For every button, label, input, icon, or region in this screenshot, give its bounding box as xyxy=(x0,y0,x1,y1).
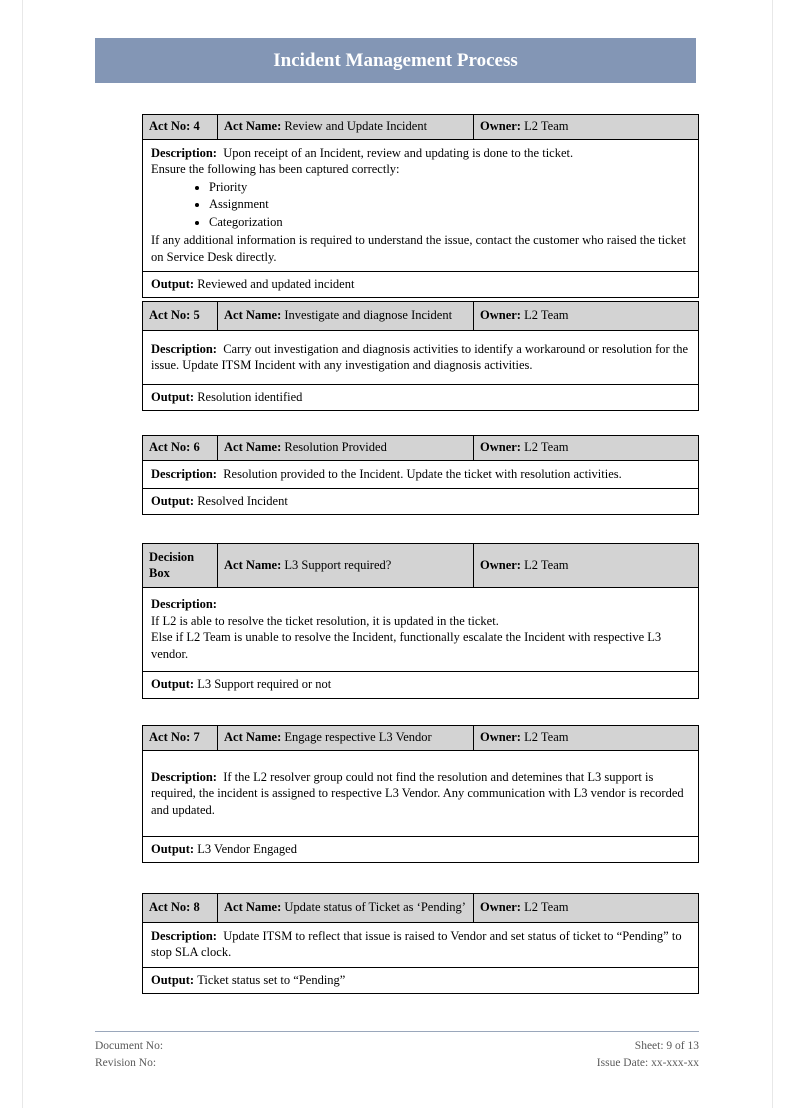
list-item: • Assignment xyxy=(209,196,690,214)
act-no-cell xyxy=(143,302,218,330)
footer-left xyxy=(95,1038,163,1071)
document-no-label: Document No: xyxy=(95,1040,164,1052)
activity-table-5 xyxy=(142,301,699,411)
description-row xyxy=(143,923,698,968)
activity-header-row xyxy=(143,544,698,588)
description-tail: If any additional information is required to understand the issue, contact the customer who raised the ticket on Service Desk directly. xyxy=(151,233,686,264)
act-name-cell xyxy=(218,544,474,587)
act-name-label: Act Name: xyxy=(224,308,282,322)
owner-value: L2 Team xyxy=(524,557,569,572)
output-label: Output: xyxy=(151,972,195,987)
act-name-cell xyxy=(218,894,474,922)
output-value: Resolution identified xyxy=(197,389,303,404)
act-no-label: Act No: xyxy=(149,440,191,454)
description-text: Resolution provided to the Incident. Update the ticket with resolution activities. xyxy=(223,466,622,481)
description-text-1-line xyxy=(151,613,690,630)
output-row xyxy=(143,489,698,514)
output-value: L3 Vendor Engaged xyxy=(197,842,297,857)
owner-cell xyxy=(474,302,698,330)
output-value: L3 Support required or not xyxy=(197,677,332,692)
revision-no-label: Revision No: xyxy=(95,1056,157,1069)
act-no-cell xyxy=(143,894,218,922)
description-label: Description: xyxy=(151,341,217,356)
description-line xyxy=(151,928,690,961)
owner-cell xyxy=(474,726,698,750)
list-item: • Categorization xyxy=(209,214,690,232)
description-text-2-line xyxy=(151,629,690,662)
owner-cell xyxy=(474,894,698,922)
owner-cell xyxy=(474,436,698,460)
description-text-2: Ensure the following has been captured correctly: xyxy=(151,162,400,177)
description-row xyxy=(143,331,698,385)
owner-value: L2 Team xyxy=(524,730,569,744)
owner-value: L2 Team xyxy=(524,900,569,914)
output-label: Output: xyxy=(151,677,195,692)
decision-box-label: Decision Box xyxy=(149,550,195,580)
owner-value: L2 Team xyxy=(524,308,569,322)
act-no-label: Act No: xyxy=(149,308,191,322)
description-text: If the L2 resolver group could not find the resolution and detemines that L3 support is required, the incident is assigned to respective L3 Vendor. Any communication with L3 vendor is recorded and updated. xyxy=(151,769,684,817)
sheet-number: Sheet: 9 of 13 xyxy=(634,1040,699,1052)
owner-label: Owner: xyxy=(480,730,521,744)
description-text-1: Upon receipt of an Incident, review and updating is done to the ticket. xyxy=(223,145,574,160)
output-row xyxy=(143,385,698,410)
description-row xyxy=(143,461,698,490)
description-label: Description: xyxy=(151,466,217,481)
owner-label: Owner: xyxy=(480,308,521,322)
owner-cell xyxy=(474,544,698,587)
act-name-cell xyxy=(218,436,474,460)
act-name-label: Act Name: xyxy=(224,119,282,133)
description-label: Description: xyxy=(151,928,217,943)
owner-value: L2 Team xyxy=(524,119,569,133)
act-name-value: Update status of Ticket as ‘Pending’ xyxy=(284,900,466,914)
page-title: Incident Management Process xyxy=(273,49,518,71)
description-bullet-list xyxy=(151,179,690,232)
owner-label: Owner: xyxy=(480,900,521,914)
act-no-cell xyxy=(143,726,218,750)
owner-label: Owner: xyxy=(480,440,521,454)
description-label: Description: xyxy=(151,145,217,160)
activity-header-row xyxy=(143,726,698,751)
description-row xyxy=(143,751,698,838)
activity-header-row xyxy=(143,115,698,140)
act-no-label: Act No: xyxy=(149,119,191,133)
activity-header-row xyxy=(143,894,698,923)
description-line xyxy=(151,466,690,483)
act-no-value: 4 xyxy=(193,119,200,133)
act-name-label: Act Name: xyxy=(224,557,282,572)
output-row xyxy=(143,272,698,297)
footer-right xyxy=(597,1038,699,1071)
act-name-cell xyxy=(218,726,474,750)
act-no-value: 6 xyxy=(193,440,200,454)
owner-label: Owner: xyxy=(480,557,521,572)
act-name-value: Resolution Provided xyxy=(284,440,387,454)
output-value: Ticket status set to “Pending” xyxy=(197,972,346,987)
description-label: Description: xyxy=(151,769,217,784)
act-name-value: Engage respective L3 Vendor xyxy=(284,730,432,744)
output-label: Output: xyxy=(151,842,195,857)
page-margin-left xyxy=(22,0,23,1108)
activity-table-6 xyxy=(142,435,699,515)
activity-table-4 xyxy=(142,114,699,298)
activity-table-decision xyxy=(142,543,699,699)
description-line xyxy=(151,145,690,162)
act-no-label: Act No: xyxy=(149,730,191,744)
description-line xyxy=(151,341,690,374)
act-name-label: Act Name: xyxy=(224,730,282,744)
act-no-label: Act No: xyxy=(149,900,191,914)
owner-value: L2 Team xyxy=(524,440,569,454)
description-text: Carry out investigation and diagnosis activities to identify a workaround or resolution for the issue. Update ITSM Incident with any investigation and diagnosis activities. xyxy=(151,341,689,373)
page-title-banner xyxy=(95,38,696,83)
activity-table-8 xyxy=(142,893,699,994)
act-no-cell xyxy=(143,436,218,460)
owner-cell xyxy=(474,115,698,139)
act-name-cell xyxy=(218,302,474,330)
list-item: • Priority xyxy=(209,179,690,197)
description-text-2: Else if L2 Team is unable to resolve the Incident, functionally escalate the Incident with respective L3 vendor. xyxy=(151,630,662,661)
output-label: Output: xyxy=(151,277,195,292)
act-no-cell xyxy=(143,115,218,139)
page-margin-right xyxy=(772,0,773,1108)
act-name-value: Review and Update Incident xyxy=(284,119,428,133)
description-row xyxy=(143,588,698,672)
act-no-value: 7 xyxy=(193,730,200,744)
activity-table-7 xyxy=(142,725,699,863)
act-no-value: 5 xyxy=(193,308,200,322)
owner-label: Owner: xyxy=(480,119,521,133)
output-value: Resolved Incident xyxy=(197,494,288,509)
description-label: Description: xyxy=(151,597,217,612)
activity-header-row xyxy=(143,302,698,331)
output-label: Output: xyxy=(151,389,195,404)
issue-date: Issue Date: xx-xxx-xx xyxy=(596,1056,699,1069)
description-label-line xyxy=(151,596,690,613)
output-value: Reviewed and updated incident xyxy=(197,277,355,292)
act-name-label: Act Name: xyxy=(224,900,282,914)
page-footer xyxy=(95,1031,699,1071)
description-text: Update ITSM to reflect that issue is raised to Vendor and set status of ticket to “Pending” to stop SLA clock. xyxy=(151,928,682,960)
act-name-label: Act Name: xyxy=(224,440,282,454)
output-row xyxy=(143,968,698,993)
description-text-1: If L2 is able to resolve the ticket resolution, it is updated in the ticket. xyxy=(151,613,499,628)
act-name-cell xyxy=(218,115,474,139)
act-name-value: Investigate and diagnose Incident xyxy=(284,308,453,322)
activity-header-row xyxy=(143,436,698,461)
act-name-value: L3 Support required? xyxy=(284,557,392,572)
output-row xyxy=(143,837,698,862)
output-row xyxy=(143,672,698,697)
act-no-value: 8 xyxy=(193,900,200,914)
output-label: Output: xyxy=(151,494,195,509)
description-row xyxy=(143,140,698,273)
description-text-2-line xyxy=(151,161,690,178)
decision-box-cell xyxy=(143,544,218,587)
description-line xyxy=(151,769,690,819)
